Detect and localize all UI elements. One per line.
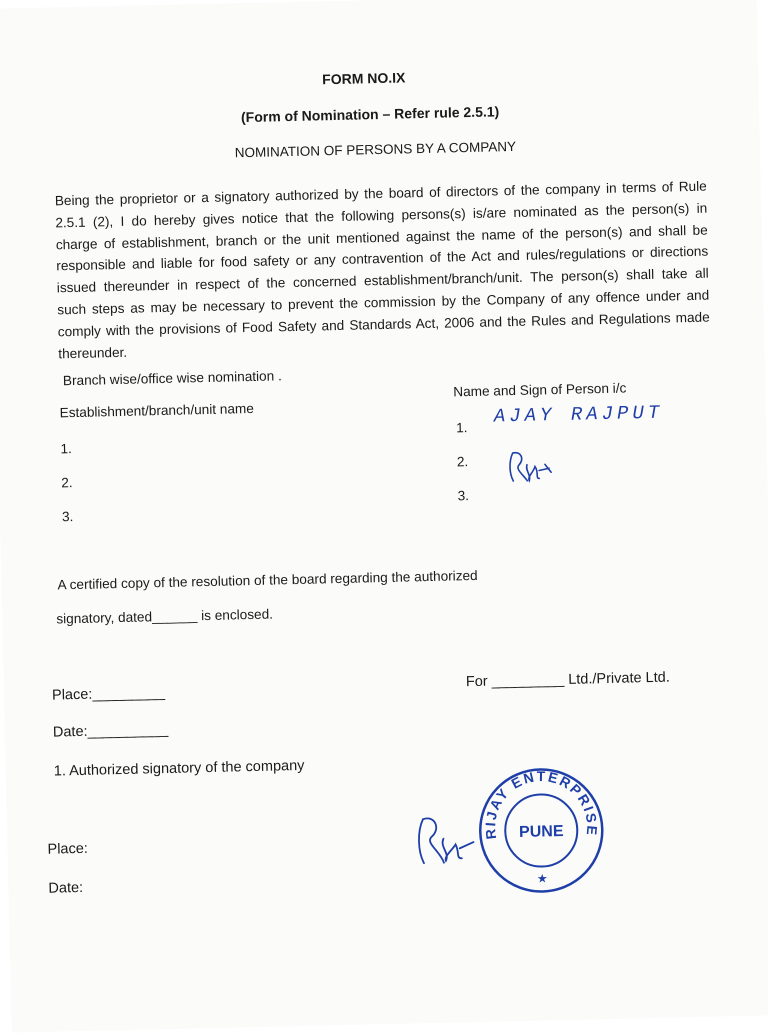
establishment-label: Establishment/branch/unit name: [59, 400, 254, 421]
date-field-1: Date:__________: [52, 721, 169, 741]
paragraph-line: issued thereunder in respect of the concerned establishment/branch/unit. The person(s) shall take all: [56, 265, 709, 296]
stamp-ring-text: PRIJAY ENTERPRISES: [481, 768, 601, 841]
stamp-graphic: [476, 765, 607, 896]
date-field-2: Date:: [48, 879, 84, 897]
left-number-1: 1.: [60, 441, 72, 457]
paragraph-line: Being the proprietor or a signatory authorized by the board of directors of the company in terms of Rule: [54, 178, 707, 209]
place-field-2: Place:: [47, 840, 89, 858]
signature-mark-1: [505, 446, 566, 487]
form-subtitle: (Form of Nomination – Refer rule 2.5.1): [240, 103, 500, 126]
right-number-1: 1.: [455, 420, 468, 436]
signature-mark-2: [411, 810, 482, 872]
declaration-paragraph: [55, 176, 711, 365]
paragraph-line: comply with the provisions of Food Safety and Standards Act, 2006 and the Rules and Regulations made: [57, 309, 710, 340]
certified-line-1: A certified copy of the resolution of the board regarding the authorized: [57, 567, 478, 593]
stamp-center-text: PUNE: [518, 823, 564, 842]
left-number-2: 2.: [61, 475, 73, 491]
form-heading: NOMINATION OF PERSONS BY A COMPANY: [234, 138, 517, 161]
place-field-1: Place:_________: [51, 685, 166, 704]
paragraph-line: 2.5.1 (2), I do hereby gives notice that the following persons(s) is/are nominated as the person(s) in: [55, 200, 708, 231]
company-stamp: [476, 765, 607, 896]
right-number-3: 3.: [457, 488, 470, 504]
person-label: Name and Sign of Person i/c: [453, 380, 627, 400]
handwritten-name: AJAY RAJPUT: [493, 401, 664, 428]
form-title: FORM NO.IX: [321, 69, 406, 88]
paragraph-line: responsible and liable for food safety or any contravention of the Act and rules/regulations or directions: [56, 243, 709, 274]
stamp-star-icon: ★: [536, 871, 548, 886]
certified-line-2: signatory, dated______ is enclosed.: [56, 606, 274, 627]
branch-wise-label: Branch wise/office wise nomination .: [62, 368, 282, 389]
paragraph-line: such steps as may be necessary to prevent the commission by the Company of any offence under and: [57, 287, 710, 318]
left-number-3: 3.: [61, 509, 74, 525]
right-number-2: 2.: [456, 454, 469, 470]
for-company-line: For _________ Ltd./Private Ltd.: [465, 669, 670, 691]
paragraph-line: charge of establishment, branch or the unit mentioned against the name of the person(s) and shall be: [55, 222, 708, 252]
authorized-signatory-label: 1. Authorized signatory of the company: [53, 757, 305, 780]
paragraph-line: thereunder.: [58, 344, 128, 361]
